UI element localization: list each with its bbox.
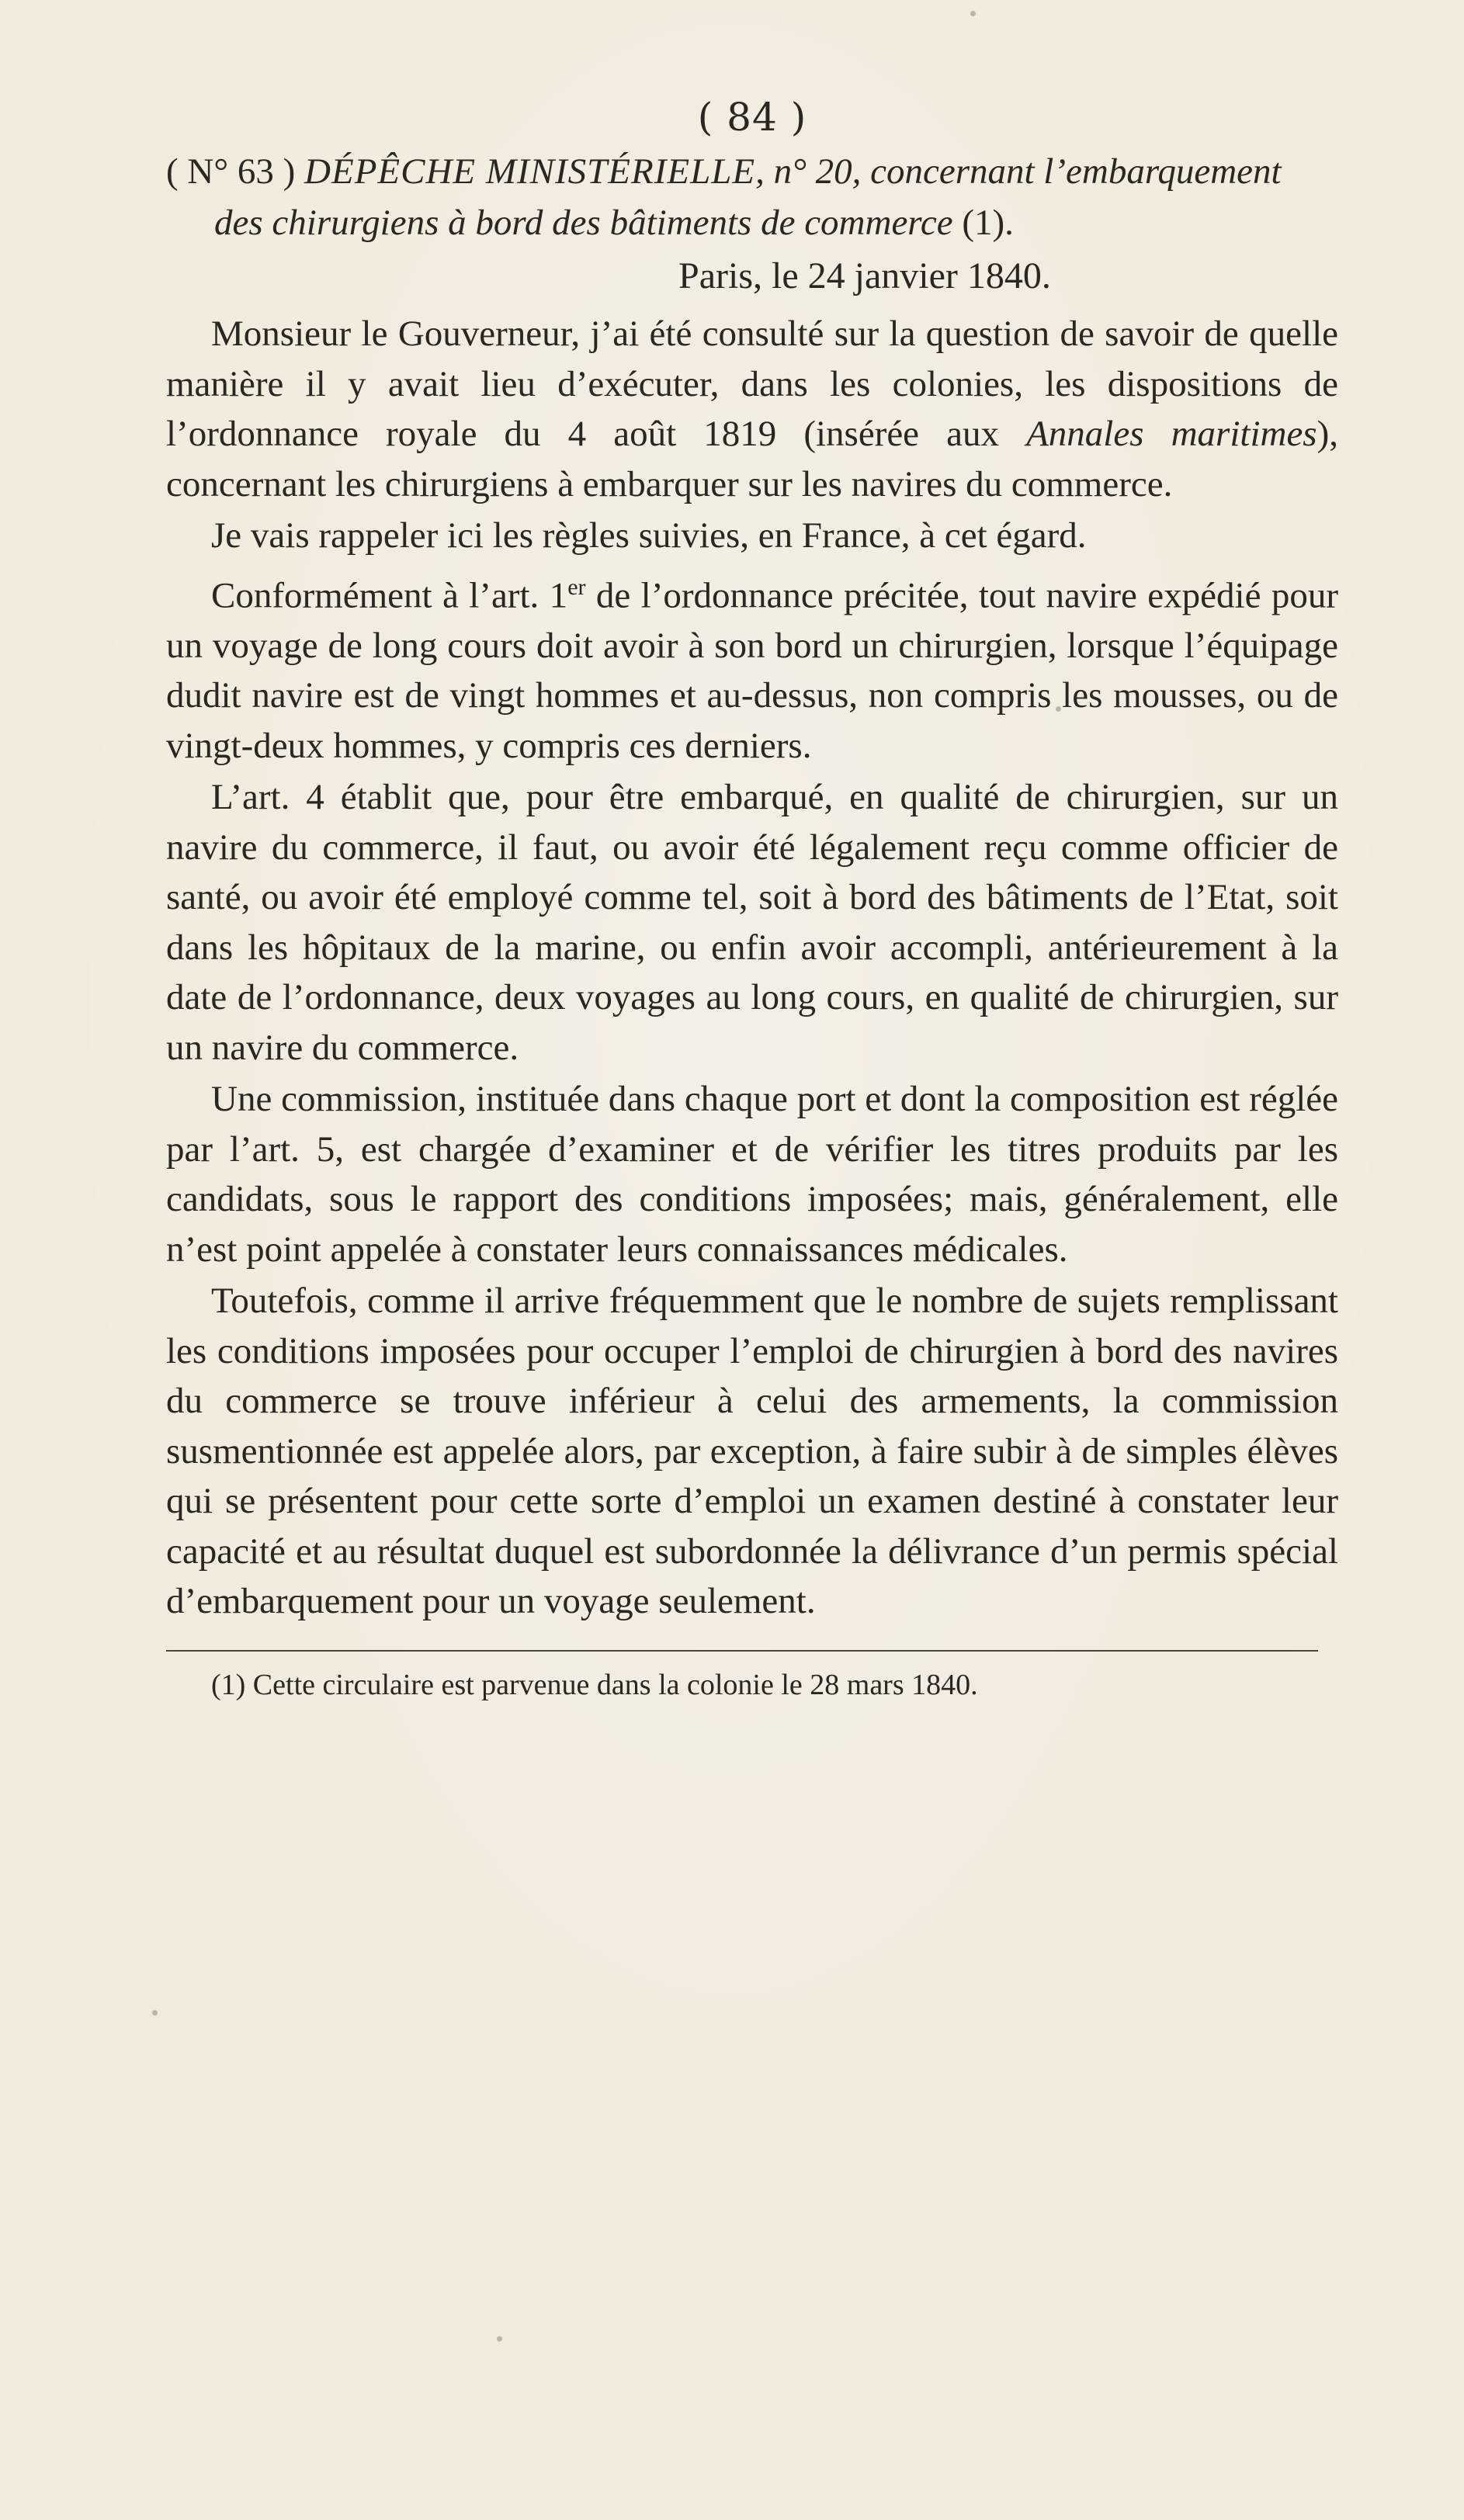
document-heading xyxy=(166,146,1338,248)
paragraph-3-superscript: er xyxy=(567,574,586,600)
page-number: ( 84 ) xyxy=(697,95,807,140)
footnote-divider xyxy=(166,1650,1318,1652)
heading-footnote-ref: (1). xyxy=(962,203,1014,243)
paragraph-2: Je vais rappeler ici les règles suivies, en France, à cet égard. xyxy=(211,515,1087,556)
paper-speck xyxy=(152,2010,158,2016)
dateline: Paris, le 24 janvier 1840. xyxy=(678,255,1051,296)
paragraph-1-italic: Annales maritimes xyxy=(1026,414,1317,454)
paper-speck xyxy=(497,2336,502,2341)
paragraph-1 xyxy=(166,309,1338,509)
paragraph-4: L’art. 4 établit que, pour être embarqué, en qualité de chirurgien, sur un navire du commerce, il faut, ou avoir été légalement reçu comme officier de santé, ou avoir été employé comme tel, soit à bord des bâtiments de l’Etat, soit dans les hôpitaux de la marine, ou enfin avoir accompli, antérieurement à la date de l’ordonnance, deux voyages au long cours, en qualité de chirurgien, sur un navire du commerce. xyxy=(166,777,1338,1068)
page-content xyxy=(166,92,1338,1704)
paper-speck xyxy=(970,11,976,16)
paragraph-3-text-b: de l’ordonnance précitée, tout navire expédié pour un voyage de long cours doit avoir à son bord un chirurgien, lorsque l’équipage dudit navire est de vingt hommes et au-dessus, non compris les mousses, ou de vingt-deux hommes, y compris ces derniers. xyxy=(166,575,1338,766)
footnote: (1) Cette circulaire est parvenue dans la colonie le 28 mars 1840. xyxy=(211,1668,978,1701)
heading-title: DÉPÊCHE MINISTÉRIELLE xyxy=(304,151,756,192)
paragraph-5: Une commission, instituée dans chaque port et dont la composition est réglée par l’art. 5, est chargée d’examiner et de vérifier les titres produits par les candidats, sous le rapport des conditions imposées; mais, généralement, elle n’est point appelée à constater leurs connaissances médicales. xyxy=(166,1079,1338,1270)
paragraph-1-text-b: ), concernant les chirurgiens à embarquer sur les navires du commerce. xyxy=(166,414,1339,504)
heading-subtitle: , n° 20, concernant l’embarquement des chirurgiens à bord des bâtiments de commerce xyxy=(214,151,1282,243)
paragraph-1-text-a: Monsieur le Gouverneur, j’ai été consulté sur la question de savoir de quelle manière il y avait lieu d’exécuter, dans les colonies, les dispositions de l’ordonnance royale du 4 août 1819 (insérée aux xyxy=(166,314,1338,454)
paragraph-3 xyxy=(166,563,1338,771)
paragraph-3-text-a: Conformément à l’art. 1 xyxy=(211,575,568,616)
paragraph-6: Toutefois, comme il arrive fréquemment que le nombre de sujets remplissant les conditions imposées pour occuper l’emploi de chirurgien à bord des navires du commerce se trouve inférieur à celui des armements, la commission susmentionnée est appelée alors, par exception, à faire subir à de simples élèves qui se présentent pour cette sorte d’emploi un examen destiné à constater leur capacité et au résultat duquel est subordonnée la délivrance d’un permis spécial d’embarquement pour un voyage seulement. xyxy=(166,1281,1338,1622)
heading-number: ( N° 63 ) xyxy=(166,151,296,192)
